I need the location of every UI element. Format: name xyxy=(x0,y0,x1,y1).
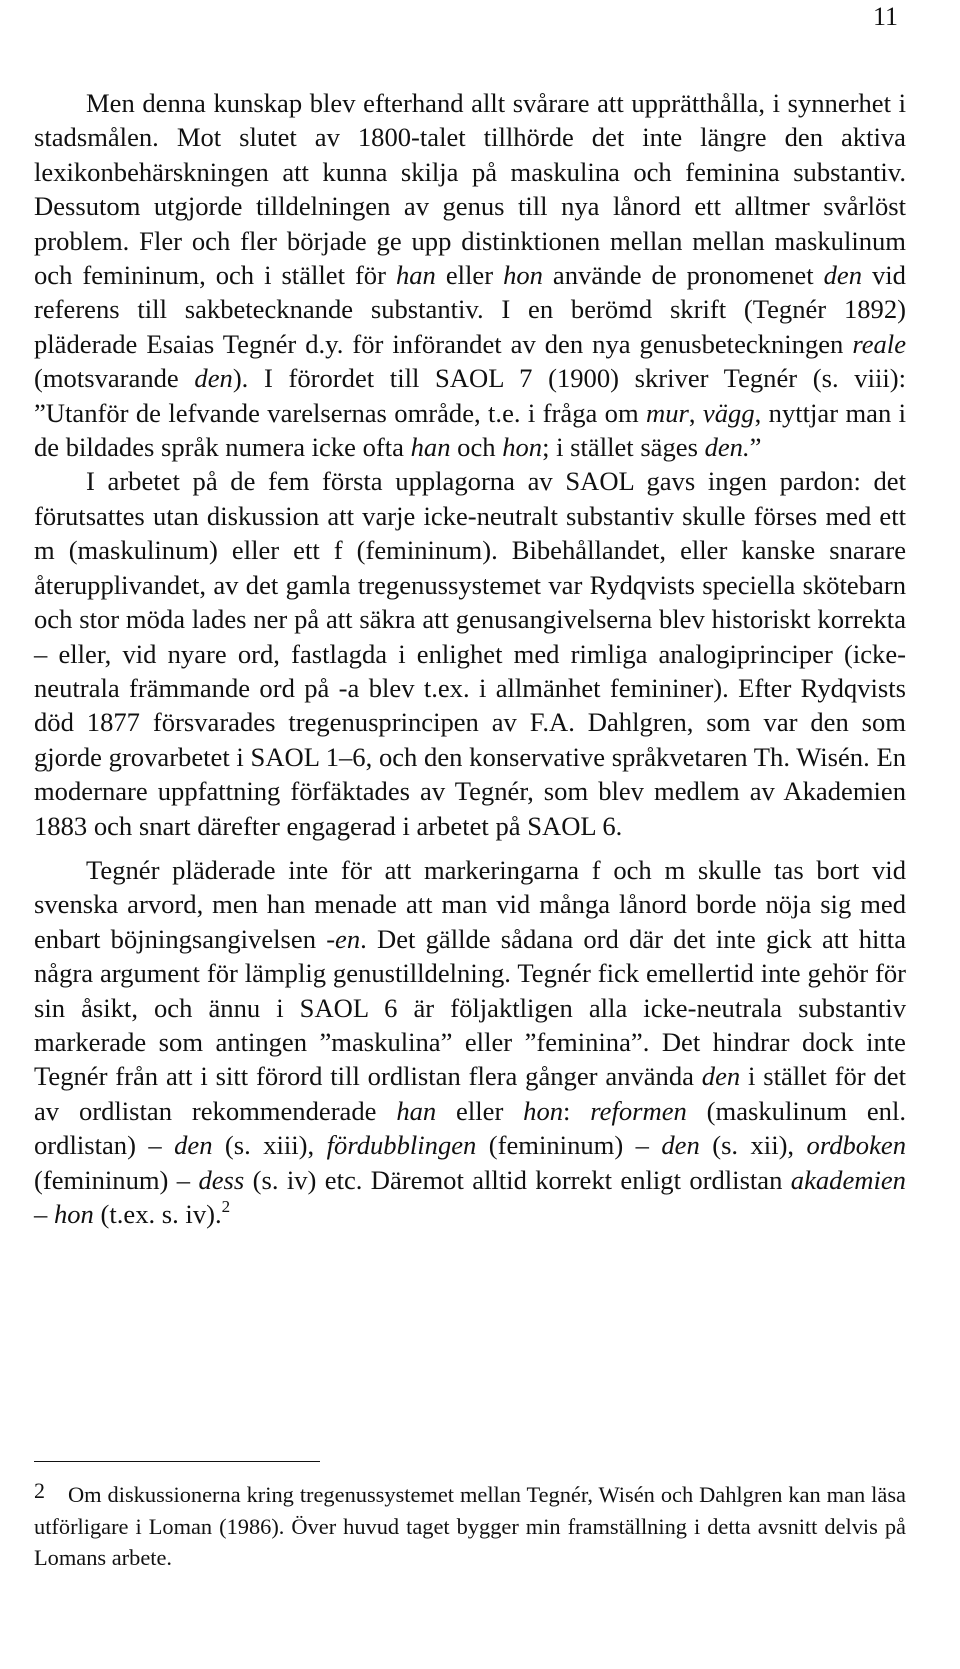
text-run: – xyxy=(34,1199,54,1229)
italic-run: hon xyxy=(502,432,543,463)
text-run: ; i stället säges xyxy=(542,432,705,463)
footnote-text: Om diskussionerna kring tregenussystemet mellan Tegnér, Wisén och Dahlgren kan man läsa utförligare i Loman (1986). Över huvud taget bygger min framställning i detta avsnitt delvis på Lomans arbete. xyxy=(34,1482,906,1570)
italic-run: dess xyxy=(198,1164,245,1195)
text-run: (s. xiii), xyxy=(212,1130,327,1161)
italic-run: hon xyxy=(53,1199,94,1229)
italic-run: den xyxy=(174,1130,213,1161)
italic-run: han xyxy=(410,432,451,463)
italic-run: hon xyxy=(523,1095,564,1126)
text-run: (t.ex. s. iv). xyxy=(93,1199,222,1229)
paragraph-3 xyxy=(34,853,906,1231)
text-run: Tegnér pläderade inte för att markeringarna f och m skulle tas bort vid svenska arvord, men han menade att man vid många lånord borde nöja sig med enbart böjningsangivelsen xyxy=(34,854,906,954)
italic-run: -en xyxy=(326,923,361,954)
text-run: och xyxy=(450,432,503,463)
text-run: vid referens till sakbetecknande substantiv. I en berömd skrift (Tegnér 1892) pläderade Esaias Tegnér d.y. för införandet av den nya genusbeteckningen xyxy=(34,260,906,359)
text-run: (femininum) – xyxy=(476,1130,662,1161)
text-run: , nyttjar man i de bildades språk numera icke ofta xyxy=(34,397,907,463)
footnote-separator xyxy=(34,1461,320,1462)
italic-run: hon xyxy=(503,260,543,291)
footnote-marker: 2 xyxy=(34,1478,45,1503)
italic-run: mur xyxy=(646,397,689,428)
text-run: använde de pronomenet xyxy=(542,260,824,291)
paragraph-1 xyxy=(34,86,906,464)
italic-run: vägg xyxy=(702,397,755,428)
body-text xyxy=(34,86,906,1231)
text-run: , xyxy=(688,397,703,428)
italic-run: ordboken xyxy=(806,1130,906,1161)
italic-run: reale xyxy=(852,328,906,359)
text-run: : xyxy=(563,1095,591,1126)
italic-run: han xyxy=(395,260,436,291)
text-run: (s. iv) etc. Däremot alltid korrekt enligt ordlistan xyxy=(244,1164,791,1195)
text-run: . Det gällde sådana ord där det inte gick att hitta några argument för lämplig genustilldelning. Tegnér fick emellertid inte gehör för sin åsikt, och ännu i SAOL 6 är följaktligen alla icke-neutrala substantiv markerade som antingen ”maskulina” eller ”feminina”. Det hindrar dock inte Tegnér från att i sitt förord till ordlistan flera gånger använda xyxy=(34,923,906,1092)
text-run: eller xyxy=(435,260,504,291)
page-number: 11 xyxy=(872,2,898,31)
italic-run: han xyxy=(396,1095,437,1126)
text-run: (maskulinum enl. ordlistan) – xyxy=(34,1095,906,1161)
text-run: i stället för det av ordlistan rekommenderade xyxy=(34,1061,906,1126)
italic-run: den xyxy=(701,1061,741,1092)
text-run: ” xyxy=(749,432,762,463)
footnote-reference[interactable]: 2 xyxy=(221,1197,231,1216)
text-run: ). I förordet till SAOL 7 (1900) skriver Tegnér (s. viii): ”Utanför de lefvande varelsernas område, t.e. i fråga om xyxy=(34,363,907,428)
text-run: (femininum) – xyxy=(34,1164,199,1195)
text-run: Men denna kunskap blev efterhand allt svårare att upprätthålla, i synnerhet i stadsmålen. Mot slutet av 1800-talet tillhörde det inte längre den aktiva lexikonbehärskningen att kunna skilja på maskulina och feminina substantiv. Dessutom utgjorde tilldelningen av genus till nya lånord ett alltmer svårlöst problem. Fler och fler började ge upp distinktionen mellan mellan maskulinum och femininum, och i stället för xyxy=(34,88,906,291)
italic-run: den. xyxy=(704,432,750,463)
italic-run: den xyxy=(661,1130,700,1161)
italic-run: reformen xyxy=(590,1095,687,1126)
paragraph-2: I arbetet på de fem första upplagorna av SAOL gavs ingen pardon: det förutsattes utan diskussion att varje icke-neutralt substantiv skulle förses med ett m (maskulinum) eller ett f (femininum). Bibehållandet, eller kanske snarare återupplivandet, av det gamla tregenussystemet var Rydqvists speciella skötebarn och stor möda lades ner på att säkra att genusangivelserna blev historiskt korrekta – eller, vid nyare ord, fastlagda i enlighet med rimliga analogiprinciper (icke-neutrala främmande ord på -a blev t.ex. i allmänhet femininer). Efter Rydqvists död 1877 försvarades tregenusprincipen av F.A. Dahlgren, som var den som gjorde grovarbetet i SAOL 1–6, och den konservative språkvetaren Th. Wisén. En modernare uppfattning förfäktades av Tegnér, som blev medlem av Akademien 1883 och snart därefter engagerad i arbetet på SAOL 6. xyxy=(34,466,906,841)
text-run: (motsvarande xyxy=(34,363,195,394)
italic-run: den xyxy=(823,260,863,291)
italic-run: fördubblingen xyxy=(326,1130,477,1161)
text-run: (s. xii), xyxy=(699,1130,807,1161)
footnote xyxy=(34,1479,906,1574)
italic-run: akademien xyxy=(790,1164,906,1195)
text-run: eller xyxy=(436,1095,524,1126)
italic-run: den xyxy=(194,363,233,394)
